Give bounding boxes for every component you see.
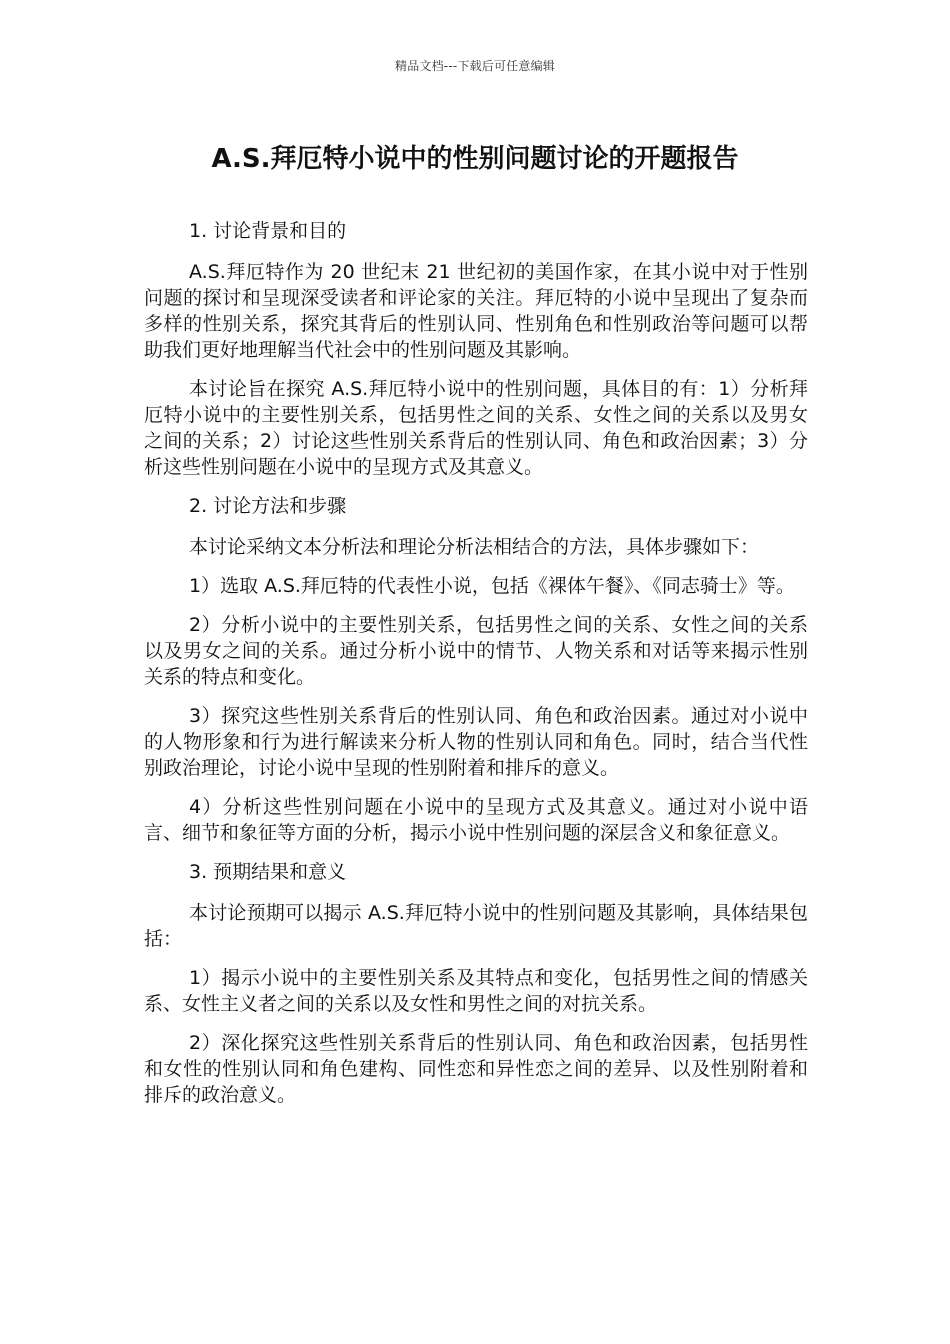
paragraph-step-2: 2）分析小说中的主要性别关系，包括男性之间的关系、女性之间的关系以及男女之间的关系。通过分析小说中的情节、人物关系和对话等来揭示性别关系的特点和变化。 bbox=[144, 614, 808, 688]
paragraph-step-3: 3）探究这些性别关系背后的性别认同、角色和政治因素。通过对小说中的人物形象和行为进行解读来分析人物的性别认同和角色。同时，结合当代性别政治理论，讨论小说中呈现的性别附着和排斥的意义。 bbox=[144, 705, 808, 779]
section-heading-background: 1. 讨论背景和目的 bbox=[189, 220, 347, 242]
header-note: 精品文档---下载后可任意编辑 bbox=[395, 59, 555, 73]
paragraph-step-4: 4）分析这些性别问题在小说中的呈现方式及其意义。通过对小说中语言、细节和象征等方面的分析，揭示小说中性别问题的深层含义和象征意义。 bbox=[144, 796, 808, 844]
paragraph-objectives: 本讨论旨在探究 A.S.拜厄特小说中的性别问题，具体目的有：1）分析拜厄特小说中的主要性别关系，包括男性之间的关系、女性之间的关系以及男女之间的关系；2）讨论这些性别关系背后的性别认同、角色和政治因素；3）分析这些性别问题在小说中的呈现方式及其意义。 bbox=[144, 378, 808, 478]
paragraph-step-1: 1）选取 A.S.拜厄特的代表性小说，包括《裸体午餐》、《同志骑士》等。 bbox=[189, 575, 795, 597]
document-body bbox=[144, 218, 808, 1121]
paragraph-background: A.S.拜厄特作为 20 世纪末 21 世纪初的美国作家，在其小说中对于性别问题的探讨和呈现深受读者和评论家的关注。拜厄特的小说中呈现出了复杂而多样的性别关系，探究其背后的性别认同、性别角色和性别政治等问题可以帮助我们更好地理解当代社会中的性别问题及其影响。 bbox=[144, 261, 808, 361]
section-heading-methods: 2. 讨论方法和步骤 bbox=[189, 495, 347, 517]
paragraph-results-intro: 本讨论预期可以揭示 A.S.拜厄特小说中的性别问题及其影响，具体结果包括： bbox=[144, 902, 808, 950]
paragraph-result-2: 2）深化探究这些性别关系背后的性别认同、角色和政治因素，包括男性和女性的性别认同和角色建构、同性恋和异性恋之间的差异、以及性别附着和排斥的政治意义。 bbox=[144, 1032, 808, 1106]
paragraph-methods-intro: 本讨论采纳文本分析法和理论分析法相结合的方法，具体步骤如下： bbox=[189, 536, 760, 558]
document-title: A.S.拜厄特小说中的性别问题讨论的开题报告 bbox=[211, 144, 739, 174]
paragraph-result-1: 1）揭示小说中的主要性别关系及其特点和变化，包括男性之间的情感关系、女性主义者之间的关系以及女性和男性之间的对抗关系。 bbox=[144, 967, 808, 1015]
section-heading-results: 3. 预期结果和意义 bbox=[189, 861, 347, 883]
